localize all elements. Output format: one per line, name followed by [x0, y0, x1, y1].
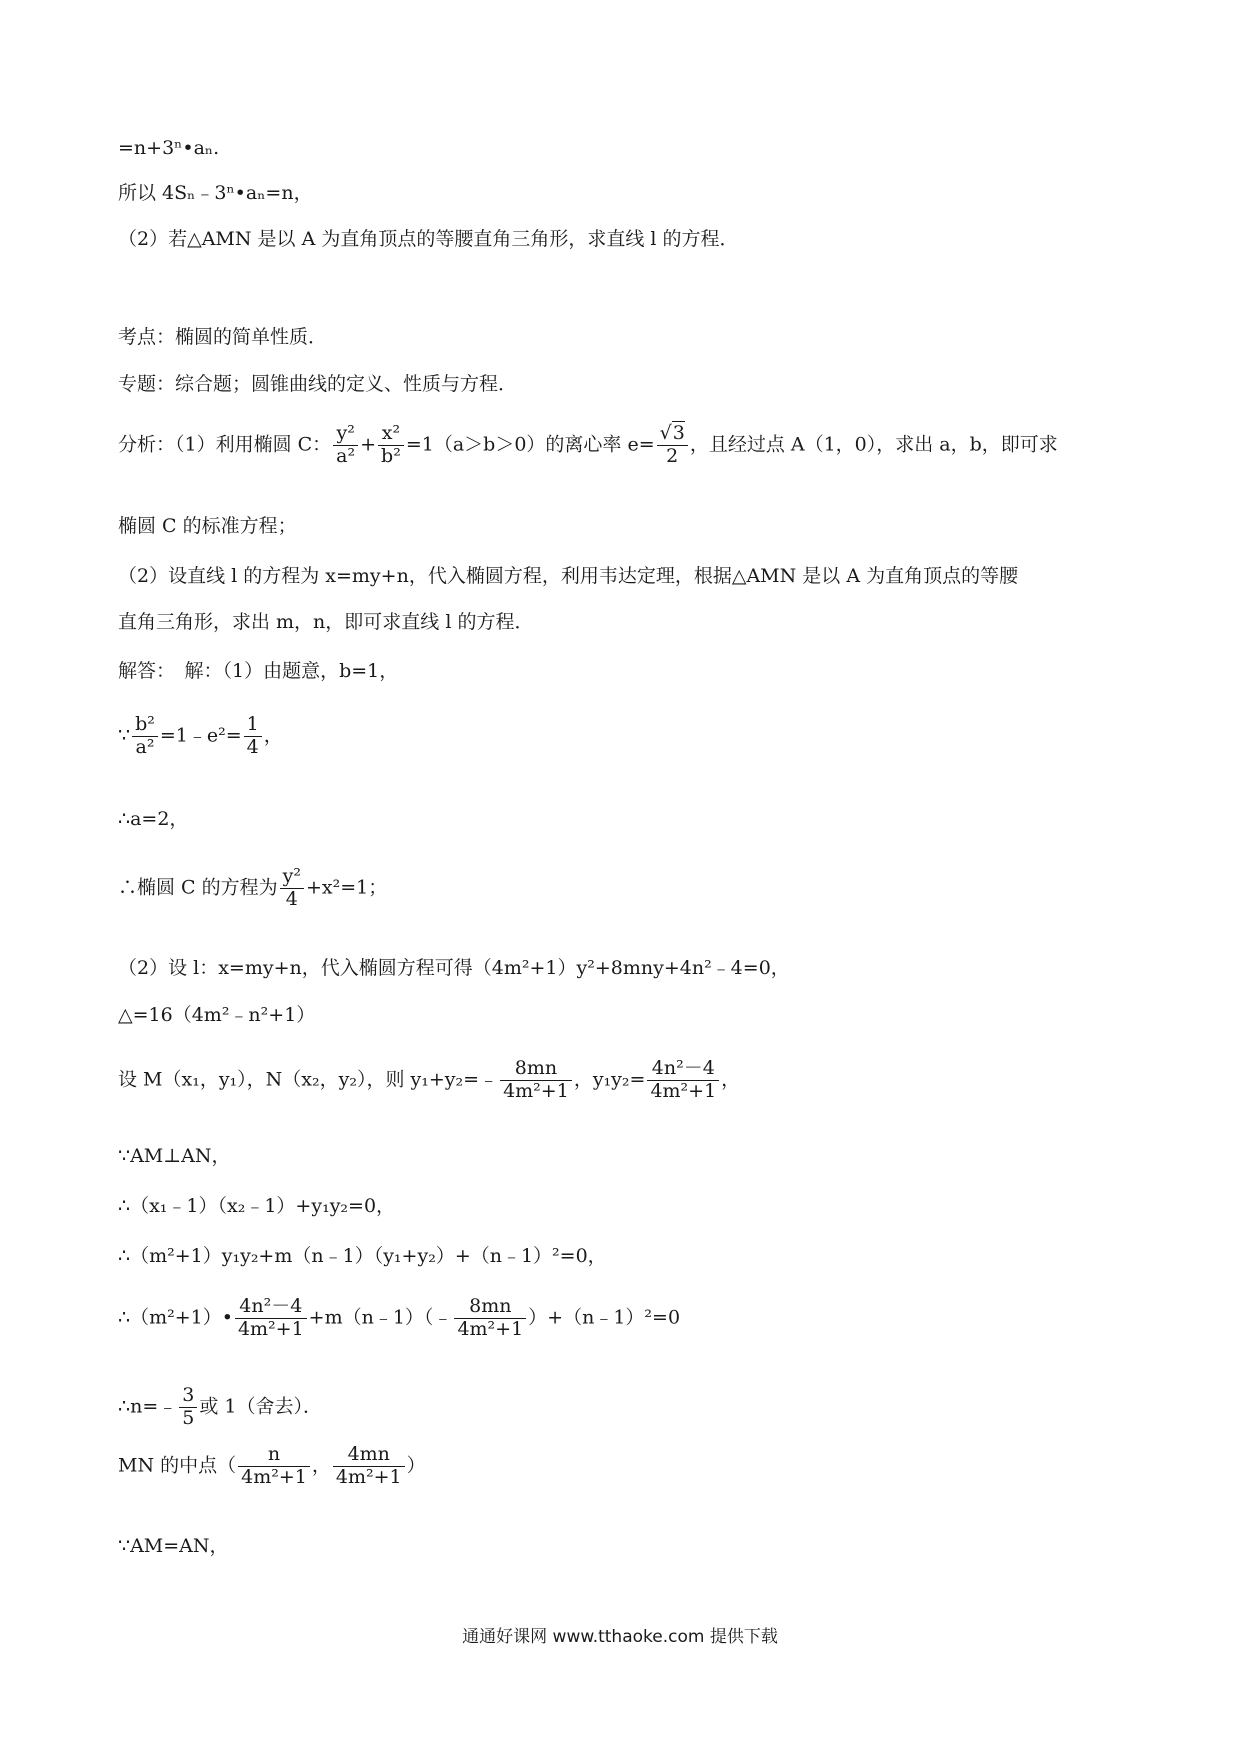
page-footer: 通通好课网 www.tthaoke.com 提供下载	[462, 1627, 778, 1647]
math-line: ∴n=﹣ $\frac{3}{5}$ 或 1（舍去）．	[118, 1384, 322, 1429]
fraction: $\frac{8mn}{\text{4m²+1}}$	[454, 1296, 526, 1341]
fraction: $\frac{\text{4n²－4}}{\text{4m²+1}}$	[235, 1296, 307, 1341]
analysis-line: 分析：（1）利用椭圆 C： $\frac{\text{y²}}{\text{a²}}$ + $\frac{\text{x²}}{\text{b²}}$ =1（a＞b＞0）的离心率 e= $\frac{√3}{2}$ ，且经过点 A（1，0），求出 a，b，即可求	[118, 422, 1058, 467]
fraction: $\frac{\text{y²}}{4}$	[280, 866, 304, 911]
math-line: （2）设 l：x=my+n，代入椭圆方程可得（4m²+1）y²+8mny+4n²﹣4=0，	[118, 957, 790, 979]
text-line: 椭圆 C 的标准方程；	[118, 515, 297, 537]
fraction: $\frac{\text{x²}}{\text{b²}}$	[378, 423, 404, 468]
math-line: ∴a=2，	[118, 808, 189, 830]
math-line: ∵AM⊥AN，	[118, 1145, 231, 1167]
fraction: $\frac{\text{y²}}{\text{a²}}$	[333, 423, 358, 468]
math-line: ∴椭圆 C 的方程为 $\frac{\text{y²}}{4}$ +x²=1；	[118, 865, 388, 910]
fraction: $\frac{4mn}{\text{4m²+1}}$	[333, 1444, 405, 1489]
fraction: $\frac{√3}{2}$	[657, 423, 688, 468]
fraction: $\frac{8mn}{\text{4m²+1}}$	[500, 1058, 572, 1103]
text-line: （2）设直线 l 的方程为 x=my+n，代入椭圆方程，利用韦达定理，根据△AMN 是以 A 为直角顶点的等腰	[118, 565, 1019, 587]
math-line: MN 的中点（ $\frac{n}{\text{4m²+1}}$ ， $\frac{4mn}{\text{4m²+1}}$ ）	[118, 1443, 426, 1488]
fraction: $\frac{\text{4n²－4}}{\text{4m²+1}}$	[647, 1058, 719, 1103]
math-line: ∵ $\frac{\text{b²}}{\text{a²}}$ =1﹣e²= $\frac{1}{4}$ ，	[118, 713, 283, 758]
text-line: 所以 4Sₙ﹣3ⁿ•aₙ=n，	[118, 182, 313, 204]
fraction: $\frac{n}{\text{4m²+1}}$	[238, 1444, 310, 1489]
math-line: △=16（4m²﹣n²+1）	[118, 1004, 316, 1026]
fraction: $\frac{1}{4}$	[244, 714, 262, 759]
math-line: ∵AM=AN，	[118, 1535, 229, 1557]
question-part-2: （2）若△AMN 是以 A 为直角顶点的等腰直角三角形，求直线 l 的方程．	[118, 228, 739, 250]
fraction: $\frac{3}{5}$	[179, 1385, 197, 1430]
math-line: 设 M（x₁，y₁），N（x₂，y₂），则 y₁+y₂=﹣ $\frac{8mn}{\text{4m²+1}}$ ，y₁y₂= $\frac{\text{4n²－4}}{\text{4m²+1}}$ ，	[118, 1057, 741, 1102]
answer-line: 解答： 解：（1）由题意，b=1，	[118, 660, 399, 682]
math-line: ∴（x₁﹣1）（x₂﹣1）+y₁y₂=0，	[118, 1195, 396, 1217]
math-line: ∴（m²+1）• $\frac{\text{4n²－4}}{\text{4m²+1}}$ +m（n﹣1）（﹣ $\frac{8mn}{\text{4m²+1}}$ ）+（n﹣1）²=0	[118, 1295, 681, 1340]
fraction: $\frac{\text{b²}}{\text{a²}}$	[132, 714, 158, 759]
math-line: ∴（m²+1）y₁y₂+m（n﹣1）（y₁+y₂）+（n﹣1）²=0，	[118, 1245, 607, 1267]
zhuanti-line: 专题：综合题；圆锥曲线的定义、性质与方程．	[118, 373, 518, 395]
text-line: =n+3ⁿ•aₙ.	[118, 137, 220, 159]
kaodian-line: 考点：椭圆的简单性质．	[118, 326, 328, 348]
text-line: 直角三角形，求出 m，n，即可求直线 l 的方程．	[118, 611, 534, 633]
